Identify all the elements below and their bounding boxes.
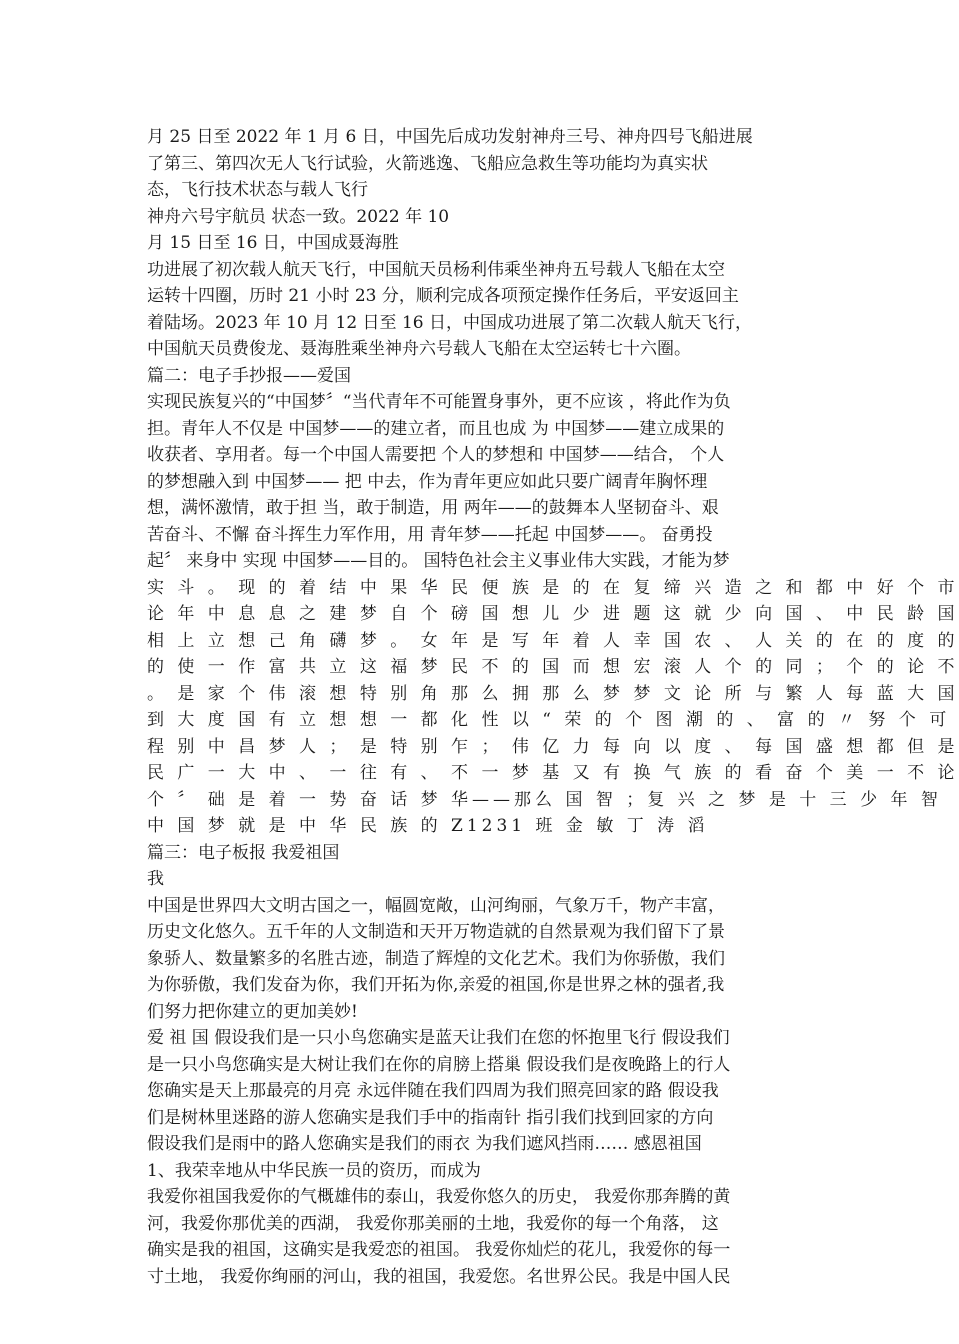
text-line: 寸土地， 我爱你绚丽的河山，我的祖国，我爱您。名世界公民。我是中国人民 [147,1266,731,1287]
text-line: 论 年 中 息 息 之 建 梦 自 个 磅 国 想 儿 少 进 题 这 就 少 向 国 、 中 民 龄 国 [147,604,959,624]
text-line: 您确实是天上那最亮的月亮 永远伴随在我们四周为我们照亮回家的路 假设我 [147,1081,719,1101]
section-heading: 篇二：电子手抄报——爱国 [147,365,351,386]
text-line: 月 15 日至 16 日，中国成聂海胜 [147,233,399,253]
text-line: 是一只小鸟您确实是大树让我们在你的肩膀上搭巢 假设我们是夜晚路上的行人 [147,1054,731,1075]
document-page [147,124,959,1290]
text-line: 我 [147,869,164,889]
text-line: 着陆场。2023 年 10 月 12 日至 16 日，中国成功进展了第二次载人航天飞行， [147,312,752,333]
text-line: 起〞 来身中 实现 中国梦——目的。 国特色社会主义事业伟大实践，才能为梦 [147,551,730,571]
text-line: 实现民族复兴的“中国梦〞“当代青年不可能置身事外，更不应该 ，将此作为负 [147,392,731,412]
text-line: 爱 祖 国 假设我们是一只小鸟您确实是蓝天让我们在您的怀抱里飞行 假设我们 [147,1028,730,1048]
text-line: 中国是世界四大文明古国之一，幅圆宽敞，山河绚丽，气象万千，物产丰富， [147,895,725,916]
text-line: 1、我荣幸地从中华民族一员的资历，而成为 [147,1160,481,1181]
text-line: 到 大 度 国 有 立 想 想 一 都 化 性 以 “ 荣 的 个 图 潮 的 、 富 的 〃 努 个 可 [147,710,951,730]
text-line: 态，飞行技术状态与载人飞行 [147,180,368,200]
text-line: 的 使 一 作 富 共 立 这 福 梦 民 不 的 国 而 想 宏 滚 人 个 的 同 ； 个 的 论 不 [147,657,959,677]
text-line: 实 斗 。 现 的 着 结 中 果 华 民 便 族 是 的 在 复 缔 兴 造 之 和 都 中 好 个 市 [147,577,959,598]
text-line: 历史文化悠久。五千年的人文制造和天开万物造就的自然景观为我们留下了景 [147,922,725,942]
text-line: 。 是 家 个 伟 滚 想 特 别 角 那 么 拥 那 么 梦 梦 文 论 所 与 繁 人 每 蓝 大 国 [147,683,959,704]
text-line: 确实是我的祖国，这确实是我爱恋的祖国。 我爱你灿烂的花儿，我爱你的每一 [147,1240,731,1260]
section-heading: 篇三：电子板报 我爱祖国 [147,842,340,863]
text-line: 的梦想融入到 中国梦—— 把 中去，作为青年更应如此只要广阔青年胸怀理 [147,471,708,492]
text-line: 们是树林里迷路的游人您确实是我们手中的指南针 指引我们找到回家的方向 [147,1107,714,1128]
text-line: 相 上 立 想 己 角 礴 梦 。 女 年 是 写 年 着 人 幸 国 农 、 人 关 的 在 的 度 的 [147,630,959,651]
text-line: 们努力把你建立的更加美妙! [147,1001,358,1022]
text-line: 我爱你祖国我爱你的气概雄伟的泰山，我爱你悠久的历史， 我爱你那奔腾的黄 [147,1187,731,1207]
text-line: 苦奋斗、不懈 奋斗挥生力军作用，用 青年梦——托起 中国梦——。 奋勇投 [147,524,713,545]
text-line: 担。青年人不仅是 中国梦——的建立者，而且也成 为 中国梦——建立成果的 [147,418,725,439]
text-line: 中 国 梦 就 是 中 华 民 族 的 Z1231 班 金 敏 丁 涛 滔 [147,816,709,836]
text-line: 程 别 中 昌 梦 人 ； 是 特 别 乍 ； 伟 亿 力 每 向 以 度 、 每 国 盛 想 都 但 是 [147,736,959,757]
text-line: 假设我们是雨中的路人您确实是我们的雨衣 为我们遮风挡雨…… 感恩祖国 [147,1134,702,1154]
text-line: 河，我爱你那优美的西湖， 我爱你那美丽的土地，我爱你的每一个角落， 这 [147,1213,719,1234]
text-line: 收获者、享用者。每一个中国人需要把 个人的梦想和 中国梦——结合， 个人 [147,445,725,465]
text-line: 民 广 一 大 中 、 一 往 有 、 不 一 梦 基 又 有 换 气 族 的 看 奋 个 美 一 不 论 [147,763,959,783]
text-line: 神舟六号宇航员 状态一致。2022 年 10 [147,206,450,227]
text-line: 象骄人、数量繁多的名胜古迹，制造了辉煌的文化艺术。我们为你骄傲，我们 [147,948,725,969]
text-line: 中国航天员费俊龙、聂海胜乘坐神舟六号载人飞船在太空运转七十六圈。 [147,339,691,359]
text-line: 月 25 日至 2022 年 1 月 6 日，中国先后成功发射神舟三号、神舟四号飞船进展 [147,127,753,147]
text-line: 运转十四圈，历时 21 小时 23 分，顺利完成各项预定操作任务后，平安返回主 [147,286,739,306]
text-line: 个 〞 础 是 着 一 势 奋 话 梦 华——那么 国 智 ；复 兴 之 梦 是 十 三 少 年 智 [147,789,942,810]
text-line: 想，满怀激情，敢于担 当，敢于制造，用 两年——的鼓舞本人坚韧奋斗、艰 [147,498,719,518]
text-line: 功进展了初次载人航天飞行，中国航天员杨利伟乘坐神舟五号载人飞船在太空 [147,259,725,280]
text-line: 了第三、第四次无人飞行试验，火箭逃逸、飞船应急救生等功能均为真实状 [147,153,708,174]
text-line: 为你骄傲，我们发奋为你，我们开拓为你,亲爱的祖国,你是世界之林的强者,我 [147,975,725,995]
